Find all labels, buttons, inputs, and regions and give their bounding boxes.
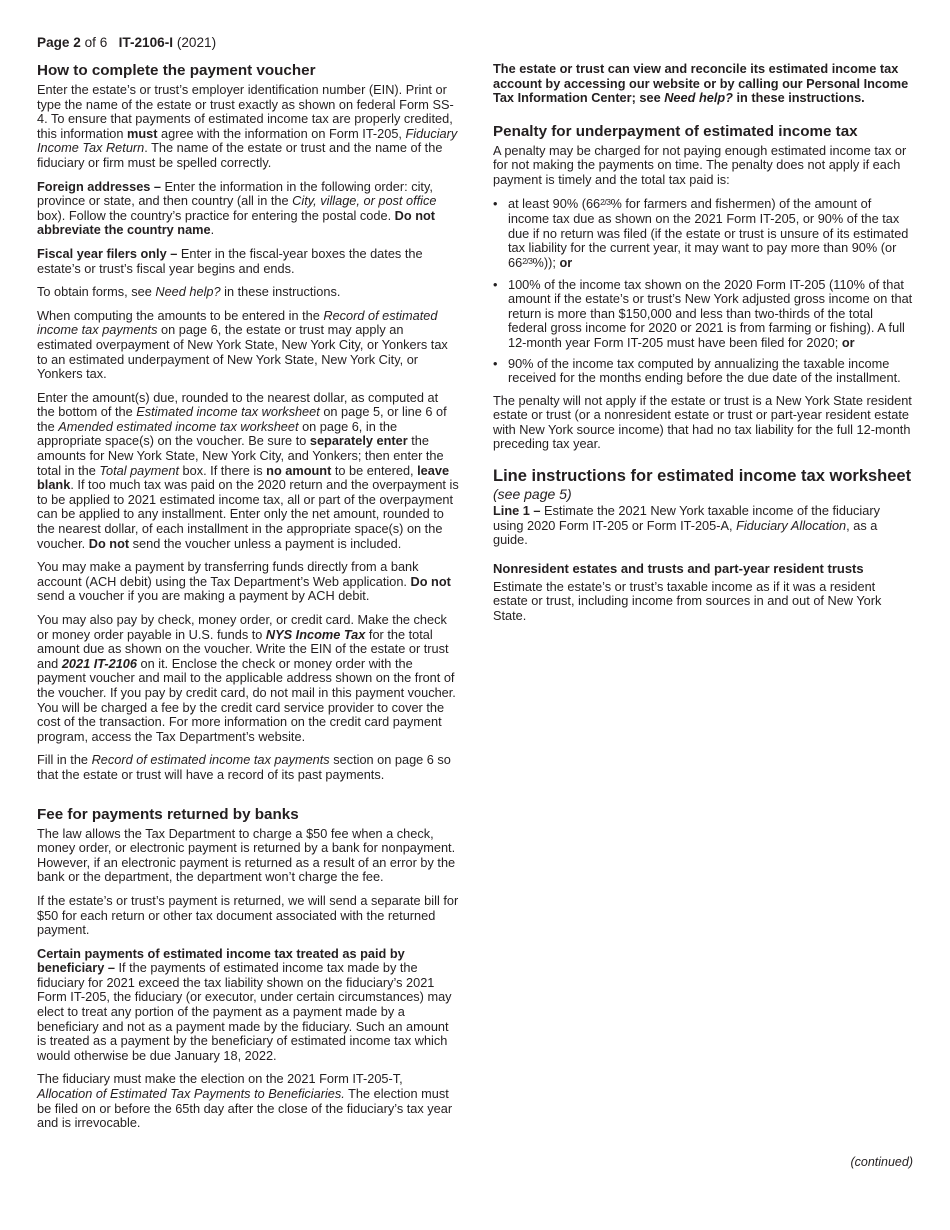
nonresident-paragraph: Estimate the estate’s or trust’s taxable income as if it was a resident estate or trust, including income from sources in and out of New York State. xyxy=(493,578,882,624)
see-page-note: (see page 5) xyxy=(493,486,572,503)
foreign-addresses-paragraph: Foreign addresses – Enter the information in the following order: city, province or state, and then country (all in the City, village, or post office box). Follow the country’s practice for entering the postal code. Do not abbreviate the country name. xyxy=(37,178,437,238)
continued-note: (continued) xyxy=(850,1155,913,1169)
penalty-heading: Penalty for underpayment of estimated income tax xyxy=(493,122,858,140)
list-item: • 90% of the income tax computed by annualizing the taxable income received for the months ending before the due date of the installment. xyxy=(493,355,901,386)
form-year: (2021) xyxy=(176,35,217,50)
right-column xyxy=(493,62,913,633)
list-item: • at least 90% ($66^{2/3}\%$ for farmers and fishermen) of the amount of income tax due as shown on the 2021 Form IT-205, or 90% of the tax due if no return was filed (if the estate or trust is unsure of its estimated tax liability for the current year, it may want to pay more than 90% (or $66^{2/3}\%$)); or xyxy=(493,195,909,270)
voucher-heading: How to complete the payment voucher xyxy=(37,62,316,79)
form-id: IT-2106-I xyxy=(118,35,174,50)
check-payment-paragraph: You may also pay by check, money order, or credit card. Make the check or money order payable in U.S. funds to NYS Income Tax for the total amount due as shown on the voucher. Write the EIN of the estate or trust and 2021 IT-2106 on it. Enclose the check or money order with the payment voucher and mail to the applicable address shown on the front of the voucher. If you pay by credit card, do not mail in this payment voucher. You will be charged a fee by the credit card service provider to cover the cost of the transaction. For more information on the credit card payment program, access the Tax Department’s website. xyxy=(37,612,456,744)
election-paragraph: The fiduciary must make the election on the 2021 Form IT-205-T, Allocation of Estimated Tax Payments to Beneficiaries. The election must be filed on or before the 65th day after the close of the fiduciary’s tax year and is irrevocable. xyxy=(37,1071,453,1131)
nonresident-heading: Nonresident estates and trusts and part-year resident trusts xyxy=(493,560,864,576)
separate-bill-paragraph: If the estate’s or trust’s payment is returned, we will send a separate bill for $50 for each return or other tax document associated with the returned payment. xyxy=(37,892,459,938)
overpayment-paragraph: When computing the amounts to be entered in the Record of estimated income tax payments on page 6, the estate or trust may apply an estimated overpayment of New York State, New York City, or Yonkers tax to an estimated underpayment of New York State, New York City, or Yonkers tax. xyxy=(37,307,448,382)
page-header xyxy=(37,35,216,50)
penalty-paragraph: A penalty may be charged for not paying enough estimated income tax or for not making the payments on time. The penalty does not apply if each payment is timely and the total tax paid is: xyxy=(493,142,907,187)
page-of: of 6 xyxy=(84,35,108,50)
left-column xyxy=(37,62,459,1140)
beneficiary-paragraph: Certain payments of estimated income tax treated as paid by beneficiary – If the payments of estimated income tax made by the fiduciary for 2021 exceed the tax liability shown on the fiduciary’s 2021 Form IT-205, the fiduciary (or executor, under certain circumstances) may elect to treat any portion of the payment as a payment made by a beneficiary and not as a payment made by the fiduciary. Such an amount is treated as a payment by the beneficiary of estimated income tax which would otherwise be due January 18, 2022. xyxy=(37,945,452,1063)
amounts-due-paragraph: Enter the amount(s) due, rounded to the nearest dollar, as computed at the bottom of the Estimated income tax worksheet on page 5, or line 6 of the Amended estimated income tax worksheet on page 6, in the appropriate space(s) on the voucher. Be sure to separately enter the amounts for New York State, New York City, and Yonkers; then enter the total in the Total payment box. If there is no amount to be entered, leave blank. If too much tax was paid on the 2020 return and the overpayment is to be applied to 2021 estimated income tax, all or part of the overpayment can be applied to any installment. Enter only the net amount, rounded to the nearest dollar, of each installment in the appropriate space(s) on the voucher. Do not send the voucher unless a payment is included. xyxy=(37,389,459,551)
fiscal-year-paragraph: Fiscal year filers only – Enter in the fiscal-year boxes the dates the estate’s or trust’s fiscal year begins and ends. xyxy=(37,245,423,276)
page-label: Page 2 xyxy=(37,35,81,50)
list-item: • 100% of the income tax shown on the 2020 Form IT-205 (110% of that amount if the estate’s or trust’s New York adjusted gross income on that return is more than $150,000 and less than two-thirds of the total federal gross income for 2020 or 2021 is from farming or fishing). A full 12-month year Form IT-205 must have been filed for 2020; or xyxy=(493,276,913,350)
ein-paragraph: Enter the estate’s or trust’s employer identification number (EIN). Print or type the name of the estate or trust exactly as shown on federal Form SS-4. To ensure that payments of estimated income tax are properly credited, this information must agree with the information on Form IT-205, Fiduciary Income Tax Return. The name of the estate or trust and the name of the fiduciary or firm must be spelled correctly. xyxy=(37,82,458,170)
account-paragraph: The estate or trust can view and reconcile its estimated income tax account by accessing our website or by calling our Personal Income Tax Information Center; see Need help? in these instructions. xyxy=(493,61,909,106)
obtain-forms-paragraph: To obtain forms, see Need help? in these instructions. xyxy=(37,284,341,300)
line-instructions-heading: Line instructions for estimated income tax worksheet xyxy=(493,467,912,486)
fee-heading: Fee for payments returned by banks xyxy=(37,805,299,823)
no-penalty-paragraph: The penalty will not apply if the estate or trust is a New York State resident estate or trust (or a nonresident estate or trust or part-year resident estate with New York source income) that had no tax liability for the full 12-month preceding tax year. xyxy=(493,392,912,452)
line-1-paragraph: Line 1 – Estimate the 2021 New York taxable income of the fiduciary using 2020 Form IT-205 or Form IT-205-A, Fiduciary Allocation, as a guide. xyxy=(493,503,880,548)
record-paragraph: Fill in the Record of estimated income tax payments section on page 6 so that the estate or trust will have a record of its past payments. xyxy=(37,752,451,782)
ach-paragraph: You may make a payment by transferring funds directly from a bank account (ACH debit) using the Tax Department’s Web application. Do not send a voucher if you are making a payment by ACH debit. xyxy=(37,559,451,604)
returned-fee-paragraph: The law allows the Tax Department to charge a $50 fee when a check, money order, or electronic payment is returned by a bank for nonpayment. However, if an electronic payment is returned as a result of an error by the bank or the department, the department won’t charge the fee. xyxy=(37,825,456,885)
penalty-list xyxy=(493,197,913,386)
